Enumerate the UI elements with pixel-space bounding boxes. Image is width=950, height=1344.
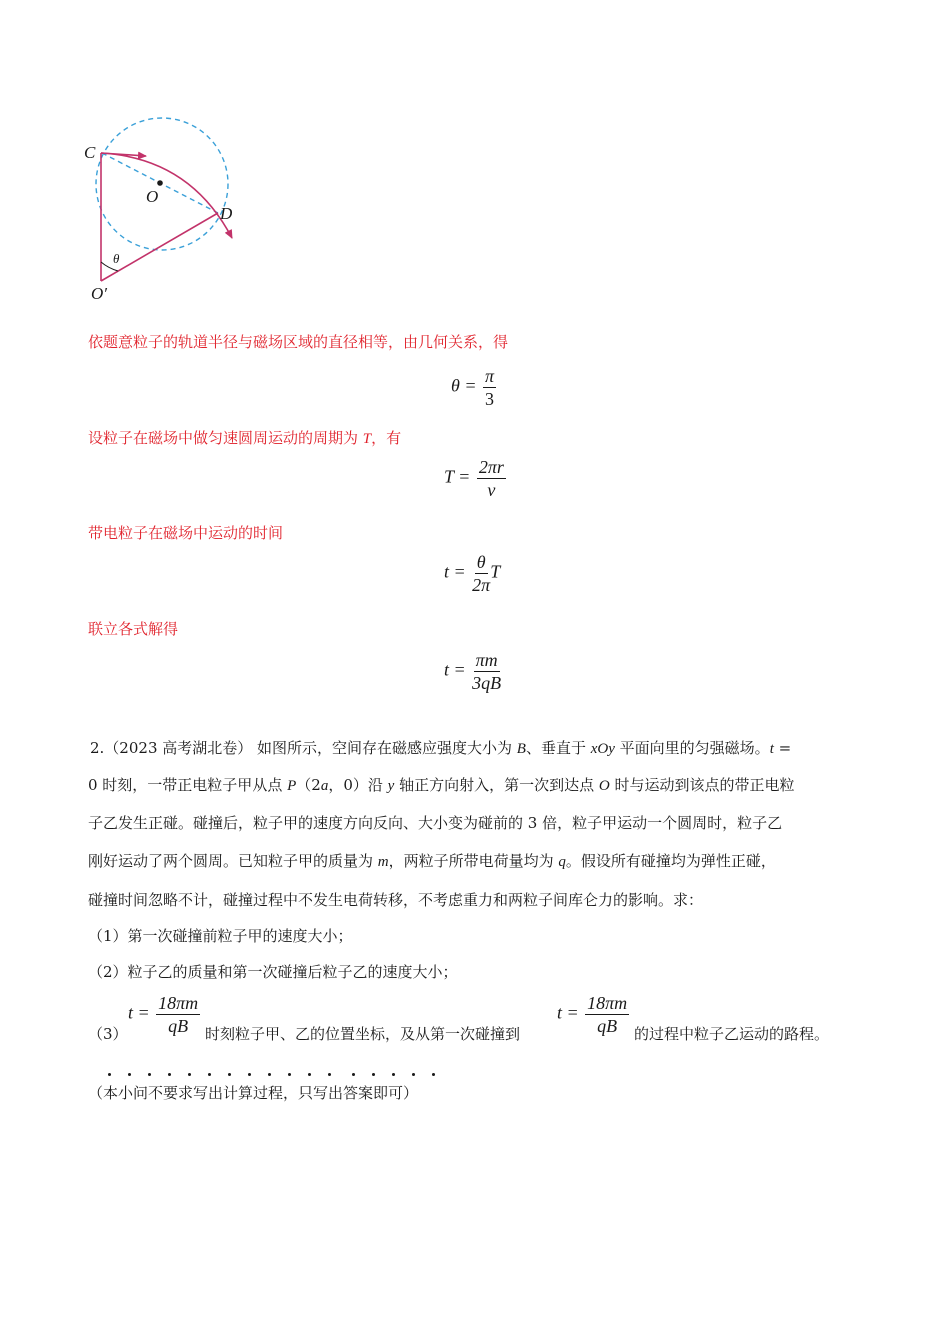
radius-line-DO — [101, 213, 218, 281]
p3-eq2-den: qB — [597, 1016, 618, 1036]
q1-text-a: 2.（2023 高考湖北卷） 如图所示，空间存在磁感应强度大小为 — [90, 739, 517, 757]
q4-var-q: q — [558, 854, 566, 870]
eq3-fraction — [472, 552, 490, 595]
p3-equation-2 — [557, 993, 629, 1036]
sub-question-3-note: （本小问不要求写出计算过程，只写出答案即可） — [88, 1084, 419, 1102]
emphasis-dot — [412, 1073, 415, 1076]
eq3-den: 2π — [472, 575, 491, 595]
emphasis-dot — [432, 1073, 435, 1076]
line2-post: ，有 — [371, 429, 402, 447]
line2-var: T — [362, 431, 372, 447]
eq4-num: πm — [475, 650, 498, 670]
q1-text-eq: = — [773, 739, 792, 757]
label-C: C — [84, 143, 96, 162]
emphasis-dot — [248, 1073, 251, 1076]
equation-period — [444, 457, 506, 500]
p3-eq1-fraction — [156, 993, 200, 1036]
sub-question-3-end: 的过程中粒子乙运动的路程。 — [634, 1025, 830, 1043]
emphasis-dot — [128, 1073, 131, 1076]
p3-eq1-lhs: t = — [128, 1002, 150, 1023]
eq4-lhs: t = — [444, 659, 466, 680]
sub-question-3-label: （3） — [88, 1025, 128, 1043]
emphasis-dot — [228, 1073, 231, 1076]
emphasis-dot — [372, 1073, 375, 1076]
sub-question-1: （1）第一次碰撞前粒子甲的速度大小； — [88, 927, 353, 945]
p3-eq2-num: 18πm — [587, 993, 628, 1013]
emphasis-dot — [108, 1073, 111, 1076]
q2-var-a: a — [320, 778, 329, 794]
p3-eq2-fraction — [585, 993, 629, 1036]
eq3-tail: T — [490, 561, 501, 582]
emphasis-dot — [308, 1073, 311, 1076]
q2-text-c: ，0）沿 — [328, 776, 388, 794]
line2-pre: 设粒子在磁场中做匀速圆周运动的周期为 — [88, 429, 363, 447]
question-line-2 — [88, 775, 794, 796]
question-line-3: 子乙发生正碰。碰撞后，粒子甲的速度方向反向、大小变为碰前的 3 倍，粒子甲运动一个圆周时，粒子乙 — [88, 814, 783, 832]
emphasis-dot — [168, 1073, 171, 1076]
q1-text-c: 平面向里的匀强磁场。 — [614, 739, 770, 757]
emphasis-dot — [208, 1073, 211, 1076]
emphasis-dot — [328, 1073, 331, 1076]
question-line-4 — [88, 851, 776, 872]
equation-time — [444, 552, 500, 595]
trajectory-arc — [101, 153, 232, 238]
p3-eq1-den: qB — [168, 1016, 189, 1036]
question-line-1 — [90, 738, 791, 759]
eq1-den: 3 — [485, 389, 495, 409]
q1-var-B: B — [516, 741, 526, 757]
equation-theta — [451, 366, 496, 409]
q2-text-b: （2 — [296, 776, 321, 794]
q2-text-a: 0 时刻，一带正电粒子甲从点 — [88, 776, 288, 794]
emphasis-dot — [188, 1073, 191, 1076]
q2-text-e: 时与运动到该点的带正电粒 — [609, 776, 795, 794]
emphasis-dot — [352, 1073, 355, 1076]
sub-question-2: （2）粒子乙的质量和第一次碰撞后粒子乙的速度大小； — [88, 963, 458, 981]
solution-text-4: 联立各式解得 — [88, 620, 179, 638]
label-O: O — [146, 187, 159, 206]
question-line-5: 碰撞时间忽略不计，碰撞过程中不发生电荷转移，不考虑重力和两粒子间库仑力的影响。求： — [88, 891, 704, 909]
label-theta: θ — [113, 251, 120, 266]
emphasis-dot — [288, 1073, 291, 1076]
eq2-fraction — [477, 457, 506, 500]
p3-eq1-num: 18πm — [158, 993, 199, 1013]
eq2-num: 2πr — [478, 457, 504, 477]
sub-question-3-middle: 时刻粒子甲、乙的位置坐标，及从第一次碰撞到 — [205, 1025, 521, 1043]
equation-result — [444, 650, 501, 693]
center-point — [157, 180, 163, 186]
eq1-lhs: θ = — [451, 375, 477, 396]
emphasis-dot — [392, 1073, 395, 1076]
eq2-den: v — [487, 480, 496, 500]
q1-var-t: t — [769, 741, 774, 757]
q1-text-b: 、垂直于 — [525, 739, 591, 757]
solution-text-3: 带电粒子在磁场中运动的时间 — [88, 524, 284, 542]
solution-text-2 — [88, 427, 401, 448]
label-D: D — [220, 204, 233, 223]
trajectory-figure — [80, 108, 250, 308]
q2-var-P: P — [287, 778, 297, 794]
q2-var-O: O — [598, 778, 610, 794]
solution-text-1: 依题意粒子的轨道半径与磁场区域的直径相等，由几何关系，得 — [88, 333, 509, 351]
q4-var-m: m — [377, 854, 389, 870]
q4-text-b: ，两粒子所带电荷量均为 — [388, 852, 559, 870]
emphasis-dot — [148, 1073, 151, 1076]
p3-equation-1 — [128, 993, 200, 1036]
eq1-fraction — [483, 366, 496, 409]
eq1-num: π — [485, 366, 495, 386]
eq4-fraction — [472, 650, 501, 693]
eq3-num: θ — [476, 552, 486, 572]
eq4-den: 3qB — [472, 673, 502, 693]
q2-var-y: y — [387, 778, 395, 794]
eq2-lhs: T = — [444, 466, 471, 487]
emphasis-dot — [268, 1073, 271, 1076]
p3-eq2-lhs: t = — [557, 1002, 579, 1023]
emphasis-dots — [90, 1073, 440, 1083]
q1-var-xOy: xOy — [590, 741, 615, 757]
q2-text-d: 轴正方向射入，第一次到达点 — [394, 776, 599, 794]
q4-text-a: 刚好运动了两个圆周。已知粒子甲的质量为 — [88, 852, 378, 870]
q4-text-c: 。假设所有碰撞均为弹性正碰， — [565, 852, 776, 870]
label-O-prime: O′ — [91, 284, 107, 303]
eq3-lhs: t = — [444, 561, 466, 582]
